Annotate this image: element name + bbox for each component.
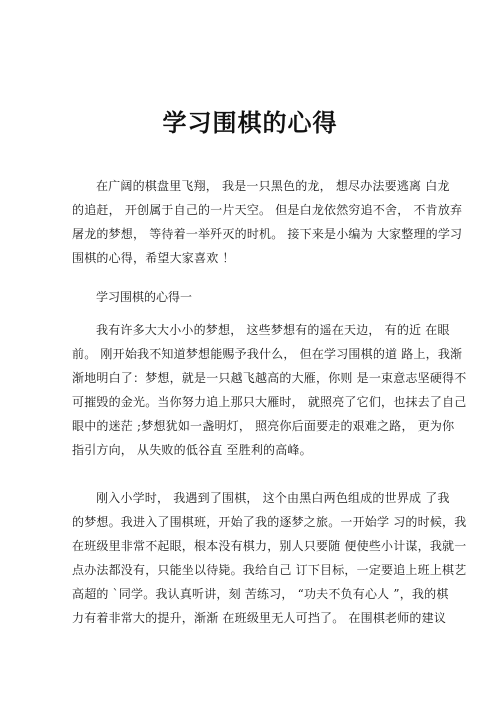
text-line: 力有着非常大的提升，渐渐 在班级里无人可挡了。 在围棋老师的建议 <box>72 611 447 625</box>
text-line: 高超的 `同学。我认真听讲，刻 苦练习， “功夫不负有心人 ”，我的棋 <box>72 587 449 601</box>
section-heading <box>96 285 396 309</box>
text-line: 围棋的心得，希望大家喜欢 ！ <box>72 251 235 265</box>
text-line: 可摧毁的金光。当你努力追上那只大雁时， 就照亮了它们，也抹去了自己 <box>72 395 467 409</box>
text-line: 眼中的迷茫 ;梦想犹如一盏明灯， 照亮你后面要走的艰难之路， 更为你 <box>72 419 455 433</box>
paragraph-school <box>72 486 467 630</box>
text-line: 的梦想。我进入了围棋班，开始了我的逐梦之旅。一开始学 习的时候，我 <box>72 515 467 529</box>
paragraph-intro <box>72 174 463 270</box>
text-line: 在班级里非常不起眼，根本没有棋力，别人只要随 便使些小计谋，我就一 <box>72 539 467 553</box>
text-line: 的追赶， 开创属于自己的一片天空。 但是白龙依然穷追不舍， 不肯放弃 <box>72 203 463 217</box>
text-line: 点办法都没有，只能坐以待毙。我给自己 订下目标，一定要追上班上棋艺 <box>72 563 467 577</box>
text-line: 在广阔的棋盘里飞翔， 我是一只黑色的龙， 想尽办法要逃离 白龙 <box>96 179 450 193</box>
text-line: 前。 刚开始我不知道梦想能赐予我什么， 但在学习围棋的道 路上，我渐 <box>72 347 463 361</box>
text-line: 渐地明白了：梦想，就是一只越飞越高的大雁，你则 是一束意志坚硬得不 <box>72 371 467 385</box>
paragraph-dreams <box>72 318 467 462</box>
document-title: 学习围棋的心得 <box>162 109 338 137</box>
text-line: 刚入小学时， 我遇到了围棋， 这个由黑白两色组成的世界成 了我 <box>96 491 450 505</box>
section-heading-text: 学习围棋的心得一 <box>96 290 193 304</box>
text-line: 屠龙的梦想， 等待着一举歼灭的时机。 接下来是小编为 大家整理的学习 <box>72 227 463 241</box>
text-line: 我有许多大大小小的梦想， 这些梦想有的遥在天边， 有的近 在眼 <box>96 323 450 337</box>
text-line: 指引方向， 从失败的低谷直 至胜利的高峰。 <box>72 443 312 457</box>
